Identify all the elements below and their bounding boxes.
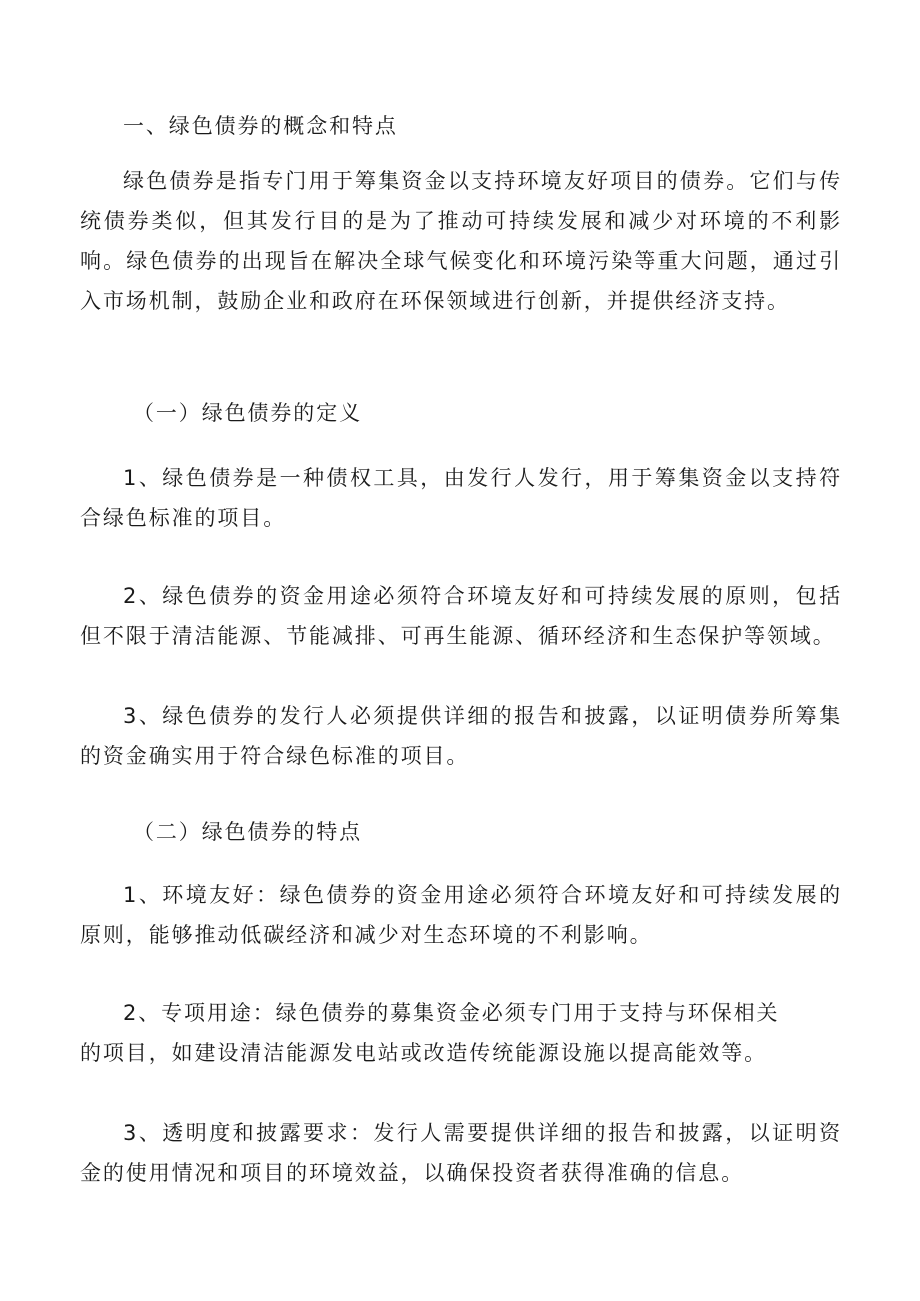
intro-paragraph: 绿色债券是指专门用于筹集资金以支持环境友好项目的债券。它们与传统债券类似，但其发行目的是为了推动可持续发展和减少对环境的不利影响。绿色债券的出现旨在解决全球气候变化和环境污染等重大问题，通过引入市场机制，鼓励企业和政府在环保领域进行创新，并提供经济支持。 [80, 169, 842, 313]
definition-item-2: 2、绿色债券的资金用途必须符合环境友好和可持续发展的原则，包括但不限于清洁能源、节能减排、可再生能源、循环经济和生态保护等领域。 [80, 584, 842, 648]
definition-title: （一）绿色债券的定义 [133, 401, 362, 425]
feature-item-2-line-2: 的项目，如建设清洁能源发电站或改造传统能源设施以提高能效等。 [80, 1041, 767, 1065]
feature-item-2 [80, 993, 842, 1073]
section-title: 一、绿色债券的概念和特点 [123, 114, 398, 138]
definition-item-1: 1、绿色债券是一种债权工具，由发行人发行，用于筹集资金以支持符合绿色标准的项目。 [80, 466, 842, 530]
feature-item-1: 1、环境友好：绿色债券的资金用途必须符合环境友好和可持续发展的原则，能够推动低碳经济和减少对生态环境的不利影响。 [80, 883, 842, 947]
feature-item-3: 3、透明度和披露要求：发行人需要提供详细的报告和披露，以证明资金的使用情况和项目的环境效益，以确保投资者获得准确的信息。 [80, 1121, 842, 1185]
feature-item-2-line-1: 2、专项用途：绿色债券的募集资金必须专门用于支持与环保相关 [123, 1001, 780, 1025]
features-title: （二）绿色债券的特点 [133, 820, 362, 844]
definition-item-3: 3、绿色债券的发行人必须提供详细的报告和披露，以证明债券所筹集的资金确实用于符合绿色标准的项目。 [80, 704, 842, 768]
